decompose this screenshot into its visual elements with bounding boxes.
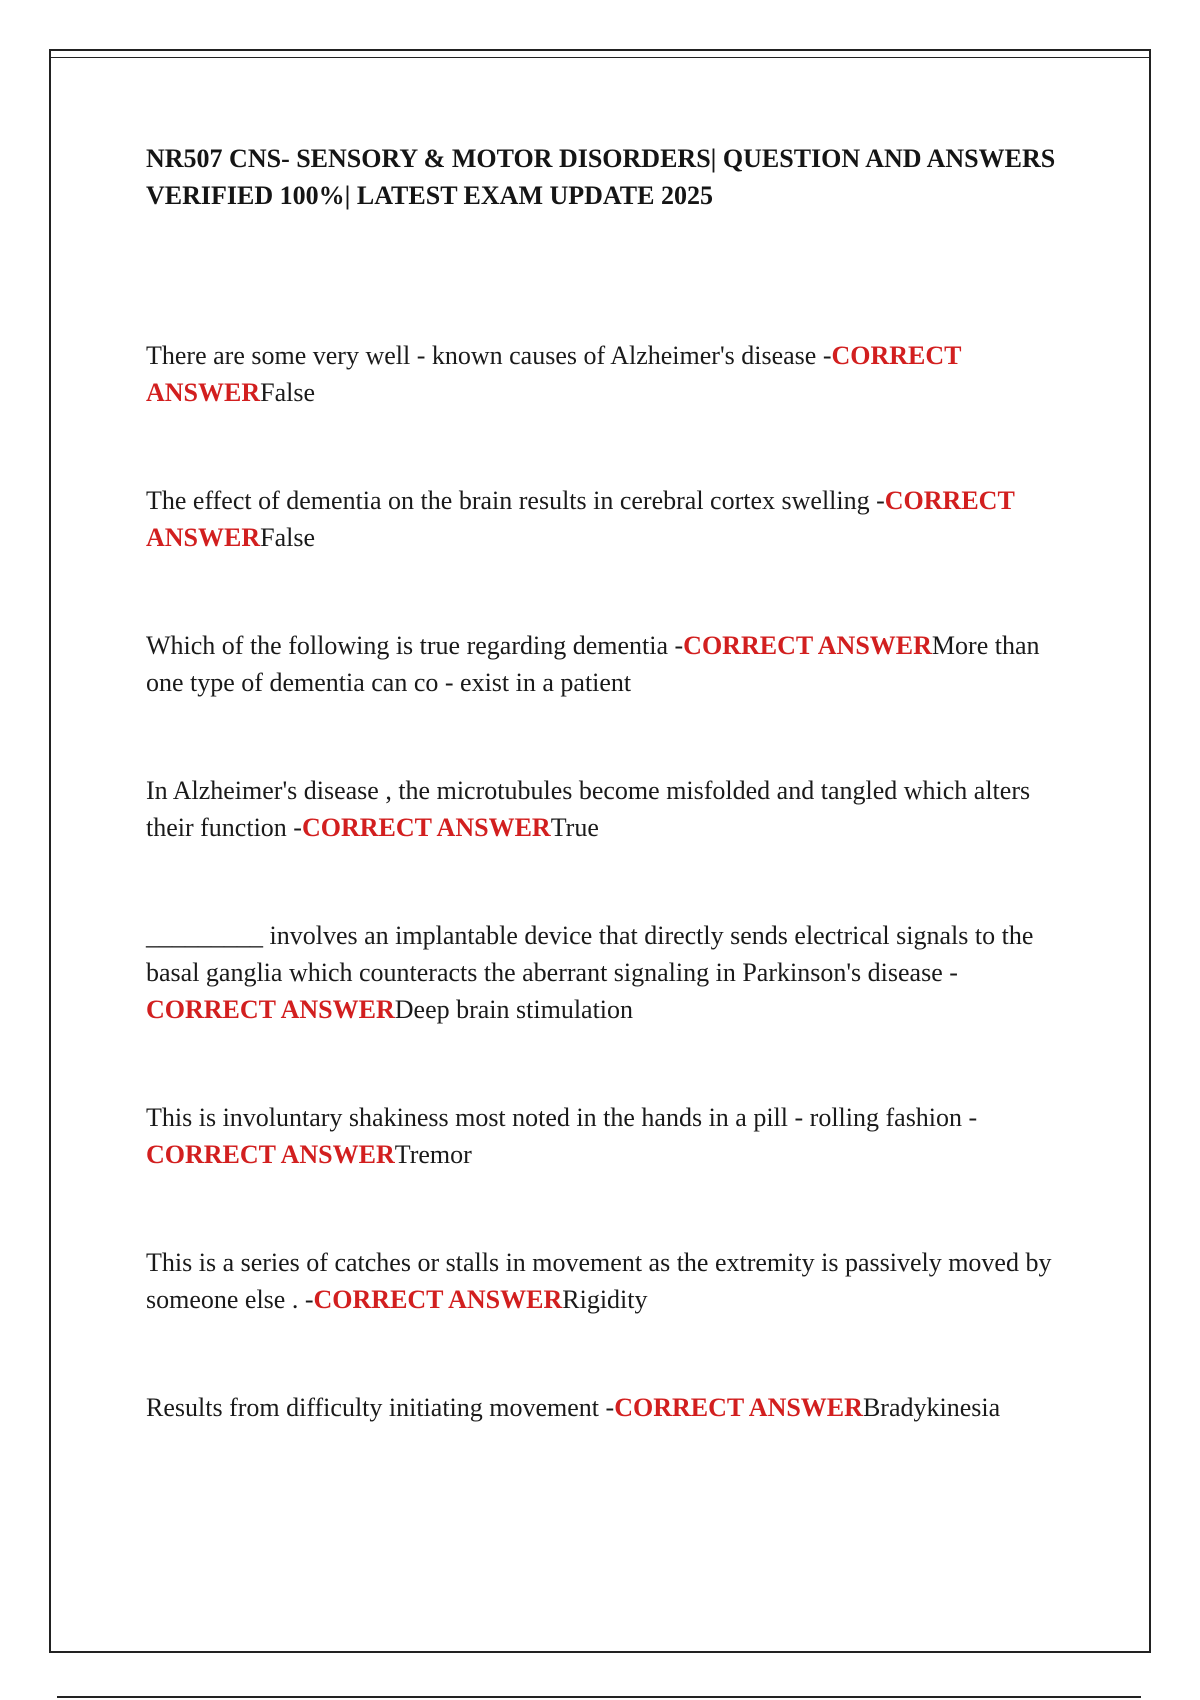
correct-answer-label: CORRECT ANSWER	[146, 1140, 395, 1169]
answer-text: More than one type of dementia can co - exist in a patient	[146, 631, 1040, 697]
answer-text: False	[260, 523, 316, 552]
footer-rule	[57, 1696, 1141, 1698]
question-text: There are some very well - known causes of Alzheimer's disease -	[146, 341, 832, 370]
correct-answer-label: CORRECT ANSWER	[301, 813, 551, 842]
qa-item	[146, 1099, 1066, 1173]
qa-item	[146, 917, 1066, 1028]
question-text: Results from difficulty initiating movement -	[146, 1393, 615, 1422]
qa-item	[146, 1244, 1066, 1318]
correct-answer-label: CORRECT ANSWER	[313, 1285, 563, 1314]
qa-item	[146, 772, 1066, 846]
correct-answer-label: CORRECT ANSWER	[146, 486, 1015, 552]
question-text: The effect of dementia on the brain results in cerebral cortex swelling -	[146, 486, 885, 515]
question-text: _________ involves an implantable device that directly sends electrical signals to the basal ganglia which counteracts the aberrant signaling in Parkinson's disease -	[146, 921, 1034, 987]
qa-item	[146, 337, 1066, 411]
correct-answer-label: CORRECT ANSWER	[614, 1393, 863, 1422]
qa-list	[146, 337, 1066, 1426]
qa-item	[146, 1389, 1066, 1426]
question-text: This is a series of catches or stalls in movement as the extremity is passively moved by someone else . -	[146, 1248, 1052, 1314]
correct-answer-label: CORRECT ANSWER	[146, 995, 395, 1024]
answer-text: Bradykinesia	[862, 1393, 1001, 1422]
document-title: NR507 CNS- SENSORY & MOTOR DISORDERS| QUESTION AND ANSWERS VERIFIED 100%| LATEST EXAM UPDATE 2025	[146, 144, 1056, 210]
correct-answer-label: CORRECT ANSWER	[146, 341, 962, 407]
answer-text: Rigidity	[562, 1285, 648, 1314]
page-border-top-rule	[51, 57, 1149, 58]
document-body	[146, 140, 1066, 1497]
qa-item	[146, 482, 1066, 556]
answer-text: True	[550, 813, 599, 842]
question-text: In Alzheimer's disease , the microtubules become misfolded and tangled which alters their function -	[146, 776, 1031, 842]
question-text: Which of the following is true regarding dementia -	[146, 631, 684, 660]
answer-text: False	[260, 378, 316, 407]
question-text: This is involuntary shakiness most noted in the hands in a pill - rolling fashion -	[146, 1103, 978, 1132]
answer-text: Deep brain stimulation	[394, 995, 634, 1024]
answer-text: Tremor	[394, 1140, 472, 1169]
qa-item	[146, 627, 1066, 701]
correct-answer-label: CORRECT ANSWER	[683, 631, 932, 660]
